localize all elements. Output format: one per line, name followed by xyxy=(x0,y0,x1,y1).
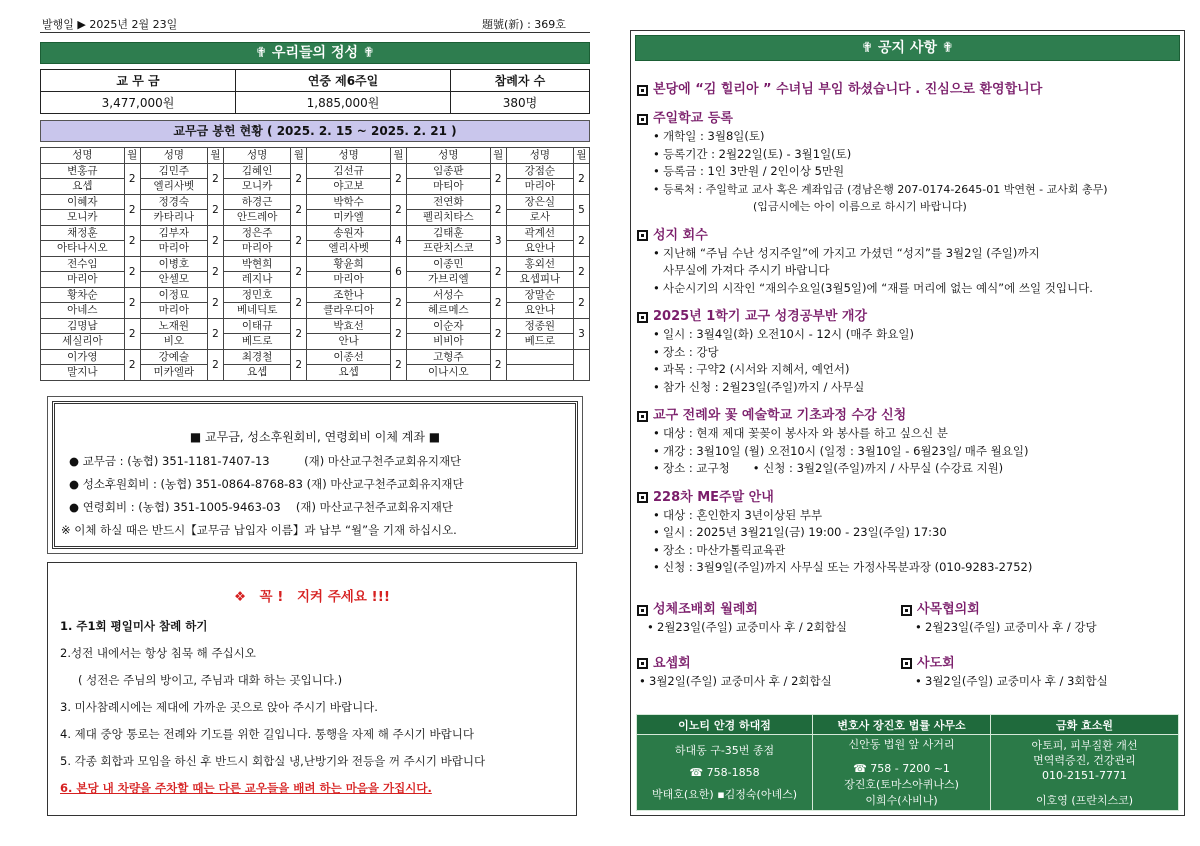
member-name: 김명남 xyxy=(41,318,125,334)
issue-number: 題號(新) : 369호 xyxy=(482,18,566,31)
member-month: 2 xyxy=(390,163,406,194)
member-month: 2 xyxy=(390,318,406,349)
member-baptismal-name: 이나시오 xyxy=(406,365,490,381)
member-name: 김민주 xyxy=(140,163,207,179)
member-month: 2 xyxy=(390,287,406,318)
member-name: 하경근 xyxy=(223,194,290,210)
member-baptismal-name: 요안나 xyxy=(506,241,573,257)
member-month xyxy=(574,349,590,380)
member-name xyxy=(506,349,573,365)
member-baptismal-name: 아타나시오 xyxy=(41,241,125,257)
meeting-block: 성체조배회 월례회 • 2월23일(주일) 교중미사 후 / 2회합실 xyxy=(637,601,901,637)
member-name: 박효선 xyxy=(307,318,391,334)
member-baptismal-name: 로사 xyxy=(506,210,573,226)
member-baptismal-name: 비오 xyxy=(140,334,207,350)
member-baptismal-name: 야고보 xyxy=(307,179,391,195)
section-heading: 성지 회수 xyxy=(637,227,1184,245)
member-month: 6 xyxy=(390,256,406,287)
ad-header: 변호사 장진호 법률 사무소 xyxy=(813,715,991,735)
rule-item: 4. 제대 중앙 통로는 전례와 기도를 위한 길입니다. 통행을 자제 해 주시기 바랍니다 xyxy=(60,727,474,741)
square-bullet-icon xyxy=(637,230,648,241)
member-baptismal-name: 마티아 xyxy=(406,179,490,195)
member-name: 채정훈 xyxy=(41,225,125,241)
member-month: 3 xyxy=(490,225,506,256)
member-name: 정경숙 xyxy=(140,194,207,210)
member-baptismal-name: 마리아 xyxy=(140,241,207,257)
member-name: 고형주 xyxy=(406,349,490,365)
welcome-text: 본당에 “김 힐리아 ” 수녀님 부임 하셨습니다 . 진심으로 환영합니다 xyxy=(653,82,1043,97)
list-item: • 등록기간 : 2월22일(토) - 3월1일(토) xyxy=(653,146,852,161)
list-item: • 등록처 : 주일학교 교사 혹은 계좌입금 (경남은행 207-0174-2645-01 박연현 - 교사회 총무) xyxy=(653,182,1108,196)
member-name: 조한나 xyxy=(307,287,391,303)
month-header: 월 xyxy=(390,148,406,164)
member-baptismal-name: 프란치스코 xyxy=(406,241,490,257)
member-name: 정민호 xyxy=(223,287,290,303)
welcome-heading xyxy=(637,81,1184,99)
list-item: • 과목 : 구약2 (시서와 지혜서, 예언서) xyxy=(653,362,850,376)
gyomugeum-title: 교무금 봉헌 현황 ( 2025. 2. 15 ~ 2025. 2. 21 ) xyxy=(40,120,590,142)
member-baptismal-name xyxy=(506,365,573,381)
member-baptismal-name: 요안나 xyxy=(506,303,573,319)
member-month: 2 xyxy=(291,318,307,349)
member-name: 변홍규 xyxy=(41,163,125,179)
transfer-box xyxy=(52,401,578,549)
member-month: 2 xyxy=(291,287,307,318)
member-name: 김선규 xyxy=(307,163,391,179)
square-bullet-icon xyxy=(637,312,648,323)
member-baptismal-name: 미카엘 xyxy=(307,210,391,226)
rule-item: 6. 본당 내 차량을 주차할 때는 다른 교우들을 배려 하는 마음을 가집시다. xyxy=(60,781,432,795)
member-baptismal-name: 베네딕토 xyxy=(223,303,290,319)
list-item: • 신청 : 3월9일(주일)까지 사무실 또는 가정사목분과장 (010-9283-2752) xyxy=(653,560,1033,574)
square-bullet-icon xyxy=(637,492,648,503)
member-name: 홍외선 xyxy=(506,256,573,272)
offering-col-gyomugeum: 교 무 금 xyxy=(41,70,236,92)
header-rule xyxy=(40,32,590,33)
member-month: 2 xyxy=(207,318,223,349)
member-name: 이종민 xyxy=(406,256,490,272)
member-name: 김태훈 xyxy=(406,225,490,241)
member-month: 2 xyxy=(291,225,307,256)
member-name: 김혜인 xyxy=(223,163,290,179)
member-baptismal-name: 미카엘라 xyxy=(140,365,207,381)
rules-title: ❖ 꼭 ! 지켜 주세요 !!! xyxy=(233,589,391,605)
notice-panel xyxy=(630,30,1185,816)
member-name: 전연화 xyxy=(406,194,490,210)
member-baptismal-name: 마리아 xyxy=(223,241,290,257)
member-month: 2 xyxy=(490,349,506,380)
list-item: • 대상 : 현재 제대 꽃꽂이 봉사자 와 봉사를 하고 싶으신 분 xyxy=(653,426,948,440)
square-bullet-icon xyxy=(637,605,648,616)
member-month: 2 xyxy=(390,349,406,380)
section-heading: 228차 ME주말 안내 xyxy=(637,489,1184,507)
name-header: 성명 xyxy=(41,148,125,164)
member-month: 4 xyxy=(390,225,406,256)
member-month: 2 xyxy=(291,256,307,287)
offering-val-gyomugeum: 3,477,000원 xyxy=(41,92,236,114)
list-item: • 장소 : 교구청 • 신청 : 3월2일(주일)까지 / 사무실 (수강료 지원) xyxy=(653,461,1004,475)
member-baptismal-name: 요셉피나 xyxy=(506,272,573,288)
member-month: 2 xyxy=(207,349,223,380)
member-month: 2 xyxy=(124,225,140,256)
member-name: 박현희 xyxy=(223,256,290,272)
member-month: 2 xyxy=(490,256,506,287)
member-baptismal-name: 요셉 xyxy=(223,365,290,381)
member-month: 2 xyxy=(124,256,140,287)
member-baptismal-name: 마리아 xyxy=(506,179,573,195)
member-month: 2 xyxy=(574,163,590,194)
member-month: 2 xyxy=(207,225,223,256)
square-bullet-icon xyxy=(901,605,912,616)
list-item: • 개강 : 3월10일 (월) 오전10시 (일정 : 3월10일 - 6월23일/ 매주 월요일) xyxy=(653,443,1029,458)
offering-val-attendance: 380명 xyxy=(451,92,590,114)
member-baptismal-name: 요셉 xyxy=(41,179,125,195)
list-item: • 일시 : 3월4일(화) 오전10시 - 12시 (매주 화요일) xyxy=(653,327,914,341)
member-name: 이정묘 xyxy=(140,287,207,303)
rule-item: 1. 주1회 평일미사 참례 하기 xyxy=(60,619,208,633)
section-heading: 교구 전례와 꽃 예술학교 기초과정 수강 신청 xyxy=(637,407,1184,425)
month-header: 월 xyxy=(124,148,140,164)
member-name: 이태규 xyxy=(223,318,290,334)
transfer-note: ※ 이체 하실 때은 반드시【교무금 납입자 이름】과 납부 “월”을 기재 하십시오. xyxy=(61,523,457,537)
transfer-title: ■ 교무금, 성소후원회비, 연령회비 이체 계좌 ■ xyxy=(189,430,441,444)
member-baptismal-name: 안드레아 xyxy=(223,210,290,226)
member-month: 2 xyxy=(124,349,140,380)
member-month: 2 xyxy=(574,287,590,318)
offering-col-sunday: 연중 제6주일 xyxy=(236,70,451,92)
rule-item: ( 성전은 주님의 방이고, 주님과 대화 하는 곳입니다.) xyxy=(78,673,343,687)
ads-table xyxy=(636,714,1179,811)
member-name: 노재원 xyxy=(140,318,207,334)
list-item: • 개학일 : 3월8일(토) xyxy=(653,129,765,143)
member-name: 이혜자 xyxy=(41,194,125,210)
list-item: • 등록금 : 1인 3만원 / 2인이상 5만원 xyxy=(653,164,845,178)
square-bullet-icon xyxy=(637,658,648,669)
member-month: 2 xyxy=(207,163,223,194)
list-item: • 사순시기의 시작인 “재의수요일(3월5일)에 “재를 머리에 없는 예식”에 쓰일 것입니다. xyxy=(653,280,1093,295)
member-name: 이병호 xyxy=(140,256,207,272)
meeting-block: 요셉회 • 3월2일(주일) 교중미사 후 / 2회합실 xyxy=(639,655,832,688)
list-item: • 일시 : 2025년 3월21일(금) 19:00 - 23일(주일) 17:30 xyxy=(653,525,947,539)
member-baptismal-name: 말지나 xyxy=(41,365,125,381)
offering-val-sunday: 1,885,000원 xyxy=(236,92,451,114)
member-name: 곽계선 xyxy=(506,225,573,241)
member-baptismal-name: 세실리아 xyxy=(41,334,125,350)
square-bullet-icon xyxy=(637,114,648,125)
member-baptismal-name: 마리아 xyxy=(307,272,391,288)
transfer-item: ● 교무금 : (농협) 351-1181-7407-13 (재) 마산교구천주교회유지재단 xyxy=(69,454,462,468)
month-header: 월 xyxy=(574,148,590,164)
member-baptismal-name: 엘리사벳 xyxy=(140,179,207,195)
list-note: (입금시에는 아이 이름으로 하시기 바랍니다) xyxy=(753,200,967,213)
ad-cell: 신안동 법원 앞 사거리 ☎ 758 - 7200 ~1 장진호(토마스아퀴나스) 이희수(사비나) xyxy=(813,735,991,811)
rules-box xyxy=(47,562,577,816)
member-baptismal-name: 헤르메스 xyxy=(406,303,490,319)
member-name: 이종선 xyxy=(307,349,391,365)
member-baptismal-name: 모니카 xyxy=(41,210,125,226)
transfer-item: ● 성소후원회비 : (농협) 351-0864-8768-83 (재) 마산교구천주교회유지재단 xyxy=(69,477,464,491)
member-month: 2 xyxy=(291,349,307,380)
member-month: 2 xyxy=(574,225,590,256)
list-item: • 대상 : 혼인한지 3년이상된 부부 xyxy=(653,507,823,522)
member-baptismal-name: 레지나 xyxy=(223,272,290,288)
gyomugeum-table xyxy=(40,147,590,381)
name-header: 성명 xyxy=(140,148,207,164)
name-header: 성명 xyxy=(307,148,391,164)
month-header: 월 xyxy=(490,148,506,164)
rule-item: 2.성전 내에서는 항상 침묵 해 주십시오 xyxy=(60,646,256,660)
member-month: 2 xyxy=(124,194,140,225)
list-item: • 장소 : 강당 xyxy=(653,344,719,359)
ad-header: 이노티 안경 하대점 xyxy=(637,715,813,735)
member-baptismal-name: 모니카 xyxy=(223,179,290,195)
offering-table xyxy=(40,69,590,114)
notice-title: ✟ 공지 사항 ✟ xyxy=(635,35,1180,61)
member-name: 박학수 xyxy=(307,194,391,210)
rule-item: 5. 각종 회합과 모임을 하신 후 반드시 회합실 냉,난방기와 전등을 꺼 주시기 바랍니다 xyxy=(60,754,486,768)
member-month: 2 xyxy=(124,287,140,318)
member-baptismal-name: 요셉 xyxy=(307,365,391,381)
member-name: 강점순 xyxy=(506,163,573,179)
member-name: 강예술 xyxy=(140,349,207,365)
member-baptismal-name: 마리아 xyxy=(41,272,125,288)
transfer-item: ● 연령회비 : (농협) 351-1005-9463-03 (재) 마산교구천주교회유지재단 xyxy=(69,500,453,514)
list-item: • 장소 : 마산가톨릭교육관 xyxy=(653,542,786,557)
ad-header: 금화 효소원 xyxy=(991,715,1179,735)
member-name: 전수임 xyxy=(41,256,125,272)
member-month: 2 xyxy=(207,194,223,225)
section-heading: 2025년 1학기 교구 성경공부반 개강 xyxy=(637,308,1184,326)
member-month: 2 xyxy=(207,287,223,318)
month-header: 월 xyxy=(291,148,307,164)
member-name: 황윤희 xyxy=(307,256,391,272)
member-name: 장말순 xyxy=(506,287,573,303)
member-month: 2 xyxy=(291,194,307,225)
member-baptismal-name: 가브리엘 xyxy=(406,272,490,288)
member-name: 정은주 xyxy=(223,225,290,241)
offering-col-attendance: 참례자 수 xyxy=(451,70,590,92)
member-month: 2 xyxy=(490,318,506,349)
meeting-block: 사도회 • 3월2일(주일) 교중미사 후 / 3회합실 xyxy=(901,655,1177,691)
member-name: 김부자 xyxy=(140,225,207,241)
issue-date: 발행일 ▶ 2025년 2월 23일 xyxy=(42,18,178,31)
member-month: 2 xyxy=(291,163,307,194)
square-bullet-icon xyxy=(637,411,648,422)
member-name: 이순자 xyxy=(406,318,490,334)
member-month: 2 xyxy=(207,256,223,287)
member-baptismal-name: 아네스 xyxy=(41,303,125,319)
rule-item: 3. 미사참례시에는 제대에 가까운 곳으로 앉아 주시기 바랍니다. xyxy=(60,700,378,714)
member-name: 정종원 xyxy=(506,318,573,334)
member-baptismal-name: 안나 xyxy=(307,334,391,350)
member-name: 송원자 xyxy=(307,225,391,241)
list-note: 사무실에 가져다 주시기 바랍니다 xyxy=(663,263,830,277)
member-baptismal-name: 엘리사벳 xyxy=(307,241,391,257)
name-header: 성명 xyxy=(506,148,573,164)
member-baptismal-name: 카타리나 xyxy=(140,210,207,226)
member-baptismal-name: 안셀모 xyxy=(140,272,207,288)
member-month: 2 xyxy=(490,194,506,225)
member-month: 2 xyxy=(490,163,506,194)
member-baptismal-name: 클라우디아 xyxy=(307,303,391,319)
square-bullet-icon xyxy=(637,85,648,96)
member-baptismal-name: 마리아 xyxy=(140,303,207,319)
member-baptismal-name: 비비아 xyxy=(406,334,490,350)
transfer-outer xyxy=(47,396,583,554)
ad-cell: 하대동 구-35번 종점 ☎ 758-1858 박태호(요한) ▪김정숙(아녜스) xyxy=(637,735,813,811)
list-item: • 참가 신청 : 2월23일(주일)까지 / 사무실 xyxy=(653,379,865,394)
member-baptismal-name: 펠리치타스 xyxy=(406,210,490,226)
member-month: 2 xyxy=(574,256,590,287)
member-month: 5 xyxy=(574,194,590,225)
member-month: 2 xyxy=(390,194,406,225)
member-baptismal-name: 베드로 xyxy=(506,334,573,350)
member-name: 임종판 xyxy=(406,163,490,179)
member-name: 최경철 xyxy=(223,349,290,365)
member-month: 2 xyxy=(490,287,506,318)
member-name: 황차순 xyxy=(41,287,125,303)
name-header: 성명 xyxy=(223,148,290,164)
member-name: 서성수 xyxy=(406,287,490,303)
member-name: 이가영 xyxy=(41,349,125,365)
member-month: 2 xyxy=(124,318,140,349)
name-header: 성명 xyxy=(406,148,490,164)
member-month: 3 xyxy=(574,318,590,349)
section-heading: 주일학교 등록 xyxy=(637,110,1184,128)
list-item: • 지난해 “주님 수난 성지주일”에 가지고 가셨던 “성지”를 3월2일 (주일)까지 xyxy=(653,245,1040,260)
ad-cell: 아토피, 피부질환 개선 면역력증진, 건강관리 010-2151-7771 이호영 (프란치스코) xyxy=(991,735,1179,811)
member-month: 2 xyxy=(124,163,140,194)
member-name: 장은실 xyxy=(506,194,573,210)
square-bullet-icon xyxy=(901,658,912,669)
month-header: 월 xyxy=(207,148,223,164)
member-baptismal-name: 베드로 xyxy=(223,334,290,350)
offering-title: ✟ 우리들의 정성 ✟ xyxy=(40,42,590,64)
meeting-block: 사목협의회 • 2월23일(주일) 교중미사 후 / 강당 xyxy=(901,601,1177,637)
